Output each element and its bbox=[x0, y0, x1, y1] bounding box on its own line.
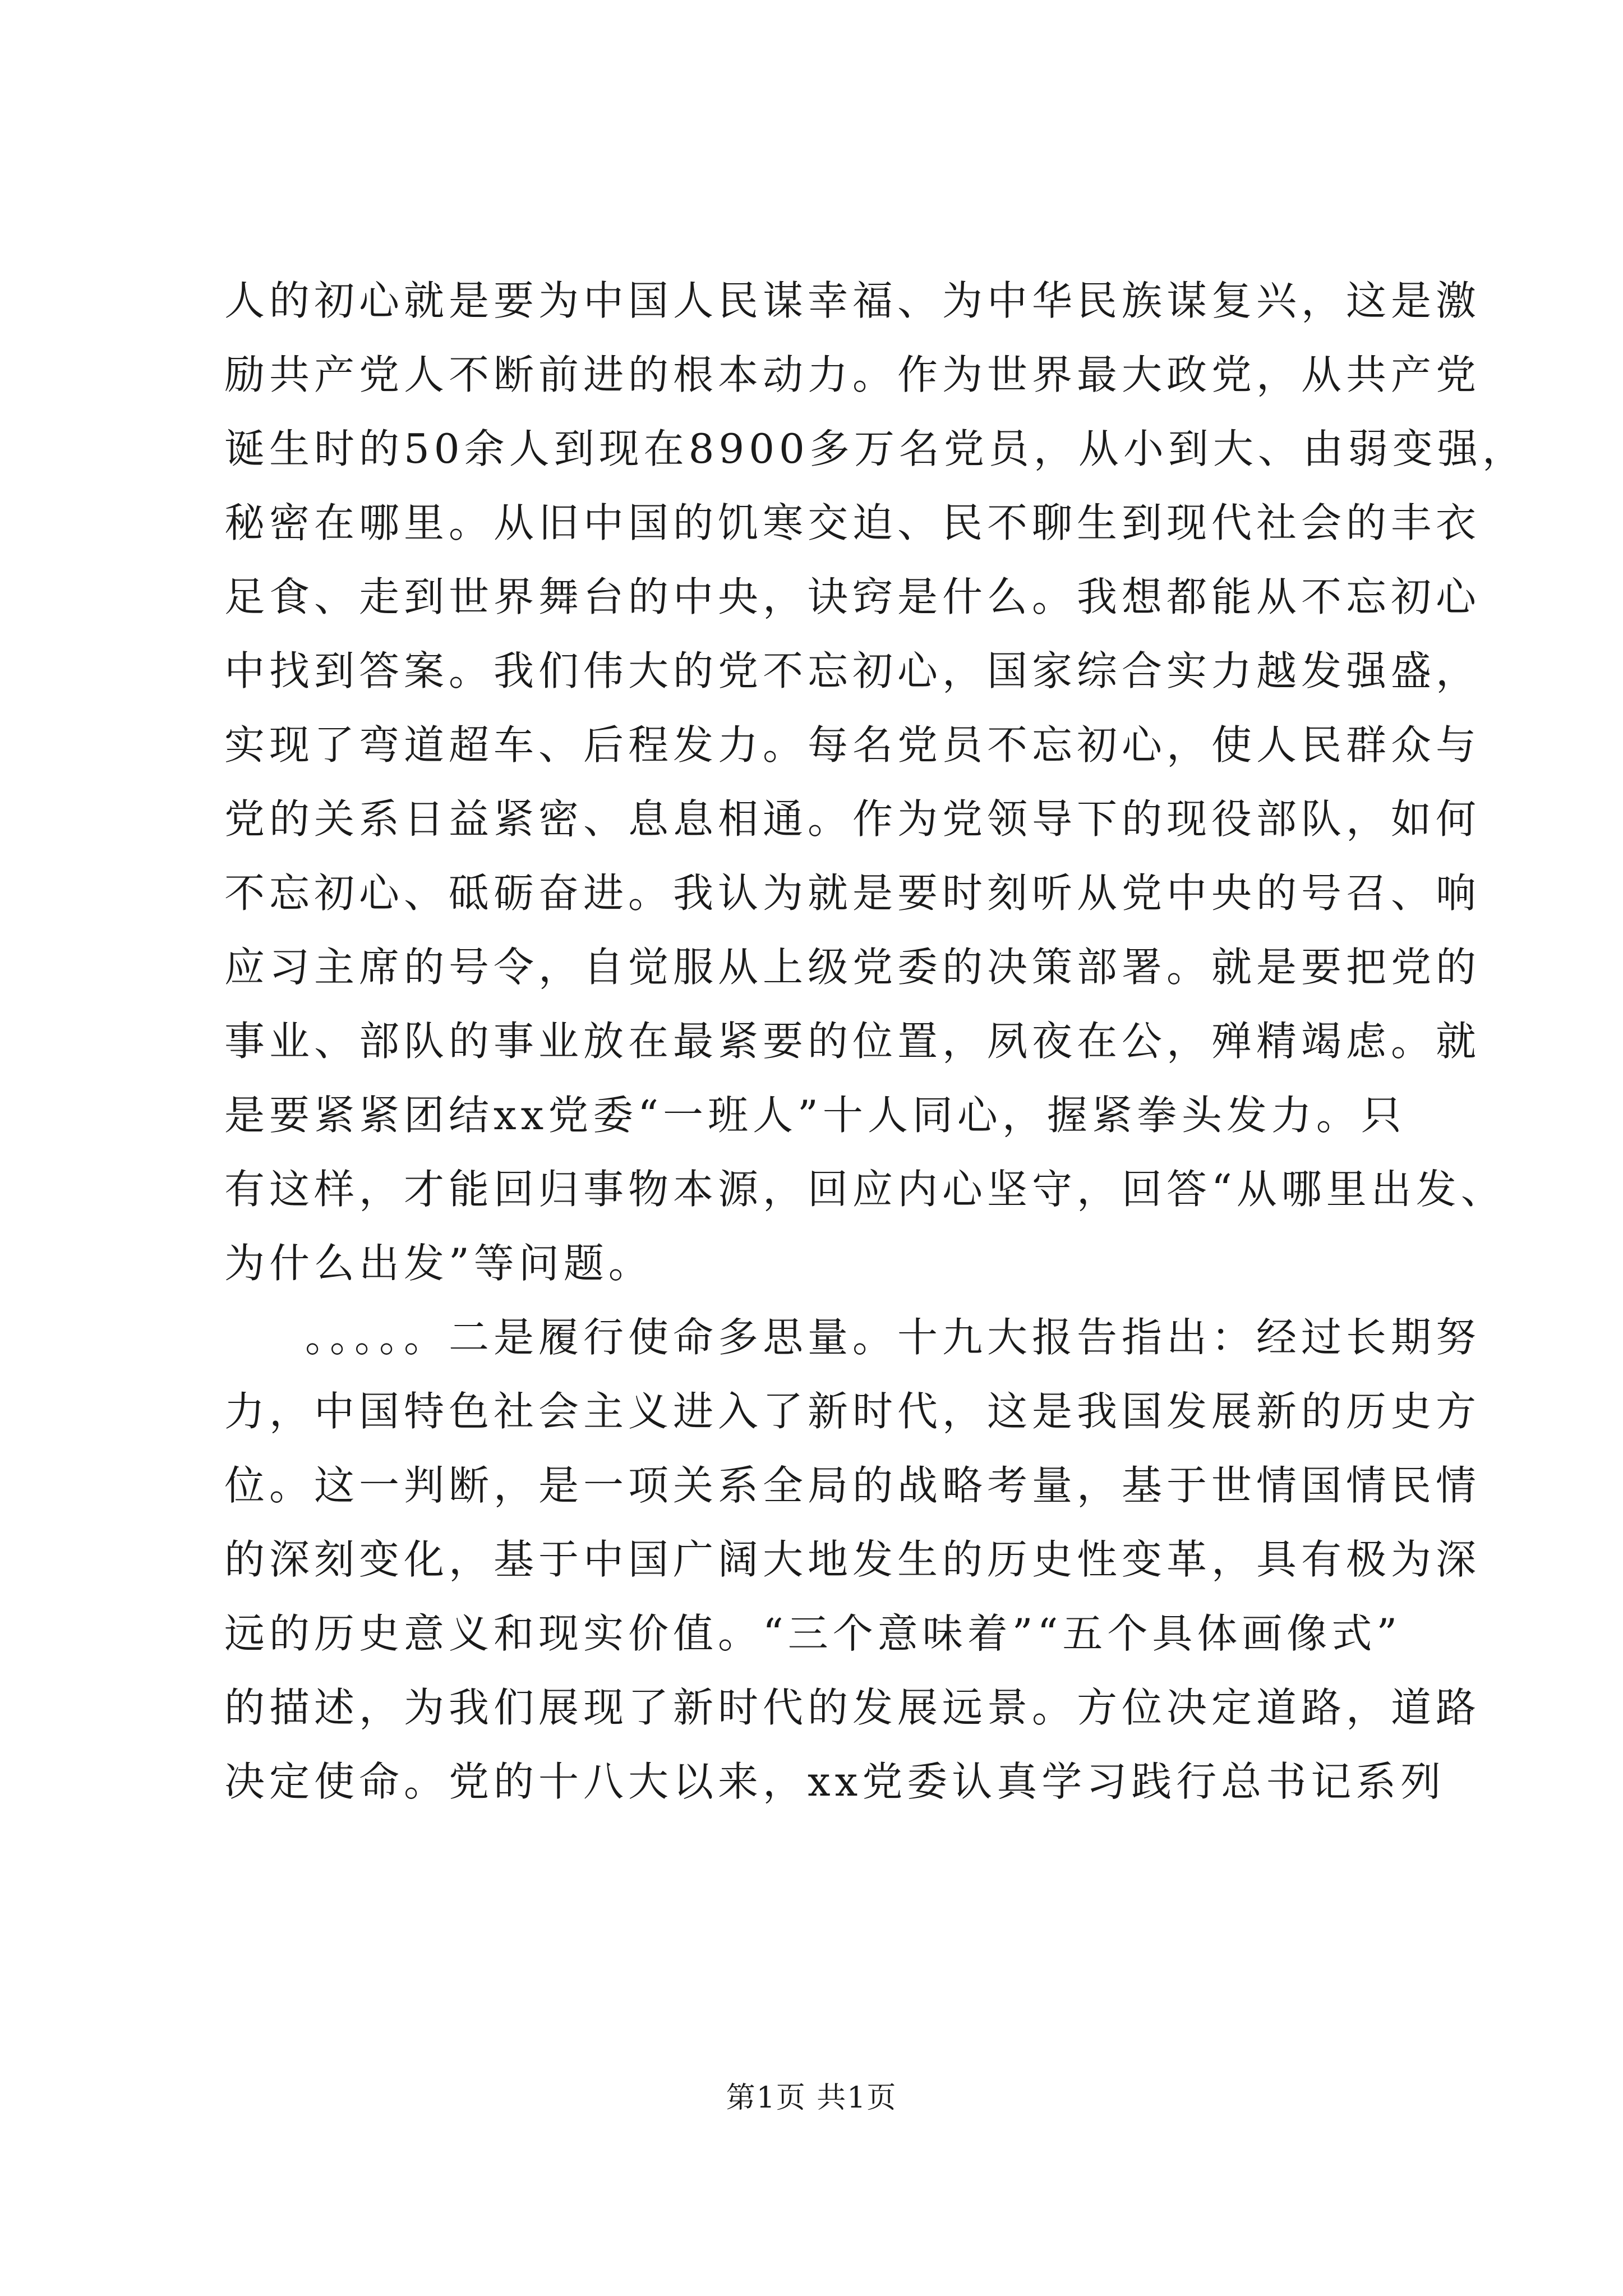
text-line: 秘密在哪里。从旧中国的饥寒交迫、民不聊生到现代社会的丰衣 bbox=[224, 499, 1481, 546]
text-line: 力，中国特色社会主义进入了新时代，这是我国发展新的历史方 bbox=[224, 1388, 1481, 1435]
text-line: 有这样，才能回归事物本源，回应内心坚守，回答“从哪里出发、 bbox=[224, 1166, 1506, 1213]
text-line: 事业、部队的事业放在最紧要的位置，夙夜在公，殚精竭虑。就 bbox=[224, 1018, 1481, 1065]
text-line: 的描述，为我们展现了新时代的发展远景。方位决定道路，道路 bbox=[224, 1684, 1481, 1731]
page-number-footer: 第1页 共1页 bbox=[726, 2081, 897, 2115]
text-line: 实现了弯道超车、后程发力。每名党员不忘初心，使人民群众与 bbox=[224, 721, 1481, 769]
text-line: 应习主席的号令，自觉服从上级党委的决策部署。就是要把党的 bbox=[224, 944, 1481, 991]
text-line: 中找到答案。我们伟大的党不忘初心，国家综合实力越发强盛， bbox=[224, 647, 1481, 694]
text-line: 不忘初心、砥砺奋进。我认为就是要时刻听从党中央的号召、响 bbox=[224, 869, 1481, 917]
text-line: 的深刻变化，基于中国广阔大地发生的历史性变革，具有极为深 bbox=[224, 1536, 1481, 1583]
text-line: 励共产党人不断前进的根本动力。作为世界最大政党，从共产党 bbox=[224, 351, 1481, 398]
body-text bbox=[224, 264, 1527, 1819]
text-line: 人的初心就是要为中国人民谋幸福、为中华民族谋复兴，这是激 bbox=[224, 277, 1481, 324]
text-line: 决定使命。党的十八大以来，xx党委认真学习践行总书记系列 bbox=[224, 1758, 1446, 1805]
text-line: 党的关系日益紧密、息息相通。作为党领导下的现役部队，如何 bbox=[224, 795, 1481, 843]
text-line: 远的历史意义和现实价值。“三个意味着”“五个具体画像式” bbox=[224, 1610, 1402, 1657]
text-line-indented: 。。。。。二是履行使命多思量。十九大报告指出：经过长期努 bbox=[305, 1314, 1481, 1361]
text-line: 为什么出发”等问题。 bbox=[224, 1240, 653, 1287]
text-line: 是要紧紧团结xx党委“一班人”十人同心，握紧拳头发力。只 bbox=[224, 1092, 1406, 1139]
text-line: 位。这一判断，是一项关系全局的战略考量，基于世情国情民情 bbox=[224, 1462, 1481, 1509]
text-line: 足食、走到世界舞台的中央，诀窍是什么。我想都能从不忘初心 bbox=[224, 573, 1481, 620]
text-line: 诞生时的50余人到现在8900多万名党员，从小到大、由弱变强， bbox=[224, 425, 1527, 472]
